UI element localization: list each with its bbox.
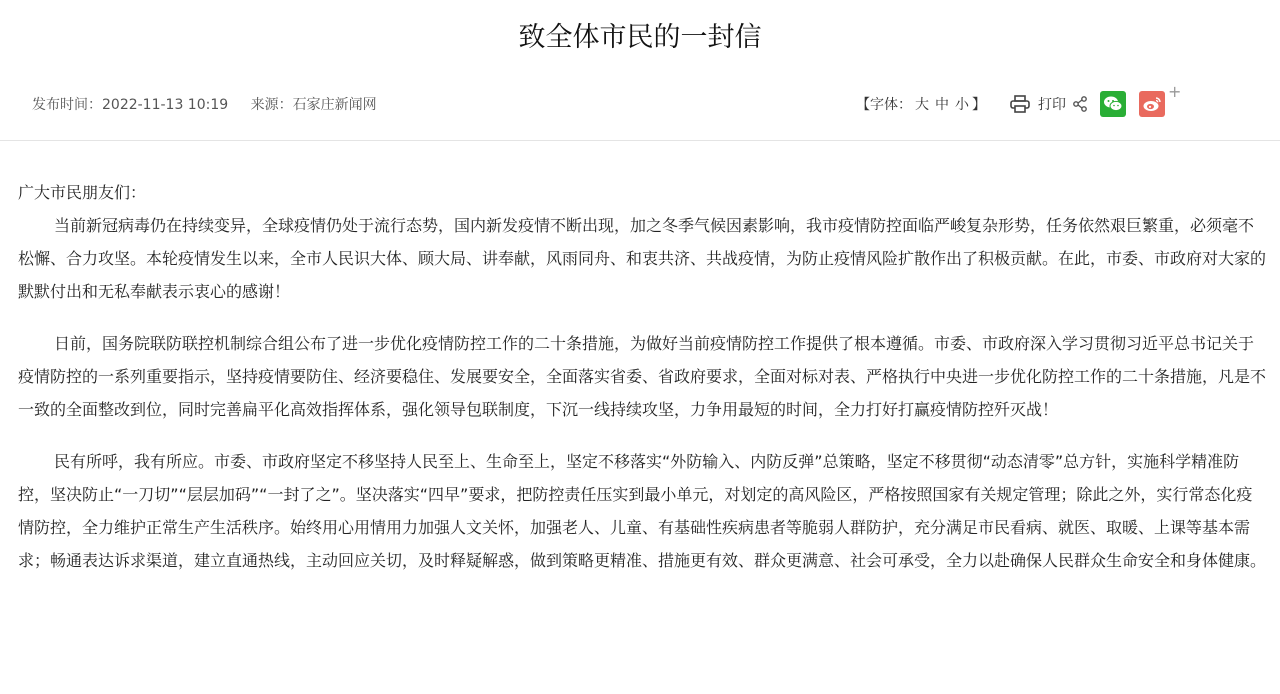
font-size-medium[interactable]: 中 (935, 97, 949, 113)
salutation: 广大市民朋友们： (18, 183, 147, 202)
article-meta (32, 94, 395, 116)
printer-icon (1010, 95, 1030, 113)
print-label: 打印 (1038, 97, 1066, 113)
font-size-selector (856, 94, 986, 114)
share-icon (1072, 96, 1088, 112)
more-share-button[interactable]: + (1168, 82, 1182, 101)
article-source: 来源：石家庄新闻网 (250, 97, 377, 113)
weibo-icon (1142, 95, 1162, 113)
paragraph: 民有所呼，我有所应。市委、市政府坚定不移坚持人民至上、生命至上，坚定不移落实“外防输入、内防反弹”总策略，坚定不移贯彻“动态清零”总方针，实施科学精准防控，坚决防止“一刀切”“层层加码”“一封了之”。坚决落实“四早”要求，把防控责任压实到最小单元，对划定的高风险区，严格按照国家有关规定管理；除此之外，实行常态化疫情防控，全力维护正常生产生活秩序。始终用心用情用力加强人文关怀，加强老人、儿童、有基础性疾病患者等脆弱人群防护，充分满足市民看病、就医、取暖、上课等基本需求；畅通表达诉求渠道，建立直通热线，主动回应关切，及时释疑解惑，做到策略更精准、措施更有效、群众更满意、社会可承受，全力以赴确保人民群众生命安全和身体健康。 (18, 452, 1267, 570)
font-size-bracket: 】 (972, 97, 986, 113)
article-body (18, 176, 1266, 596)
paragraph: 当前新冠病毒仍在持续变异，全球疫情仍处于流行态势，国内新发疫情不断出现，加之冬季气候因素影响，我市疫情防控面临严峻复杂形势，任务依然艰巨繁重，必须毫不松懈、合力攻坚。本轮疫情发生以来，全市人民识大体、顾大局、讲奉献，风雨同舟、和衷共济、共战疫情，为防止疫情风险扩散作出了积极贡献。在此，市委、市政府对大家的默默付出和无私奉献表示衷心的感谢！ (18, 216, 1267, 301)
header-divider (0, 140, 1280, 141)
publish-time: 发布时间：2022-11-13 10:19 (32, 97, 229, 113)
share-button[interactable] (1072, 96, 1088, 112)
paragraph: 日前，国务院联防联控机制综合组公布了进一步优化疫情防控工作的二十条措施，为做好当前疫情防控工作提供了根本遵循。市委、市政府深入学习贯彻习近平总书记关于疫情防控的一系列重要指示，坚持疫情要防住、经济要稳住、发展要安全，全面落实省委、省政府要求，全面对标对表、严格执行中央进一步优化防控工作的二十条措施，凡是不一致的全面整改到位，同时完善扁平化高效指挥体系，强化领导包联制度，下沉一线持续攻坚，力争用最短的时间，全力打好打赢疫情防控歼灭战！ (18, 334, 1267, 419)
wechat-icon (1103, 95, 1123, 113)
weibo-share-button[interactable] (1139, 91, 1165, 117)
article-toolbar (856, 82, 1182, 122)
wechat-share-button[interactable] (1100, 91, 1126, 117)
font-size-label: 【字体： (856, 97, 912, 113)
print-button[interactable] (1010, 94, 1066, 114)
font-size-large[interactable]: 大 (915, 97, 929, 113)
article-title: 致全体市民的一封信 (518, 22, 762, 53)
font-size-small[interactable]: 小 (955, 97, 969, 113)
